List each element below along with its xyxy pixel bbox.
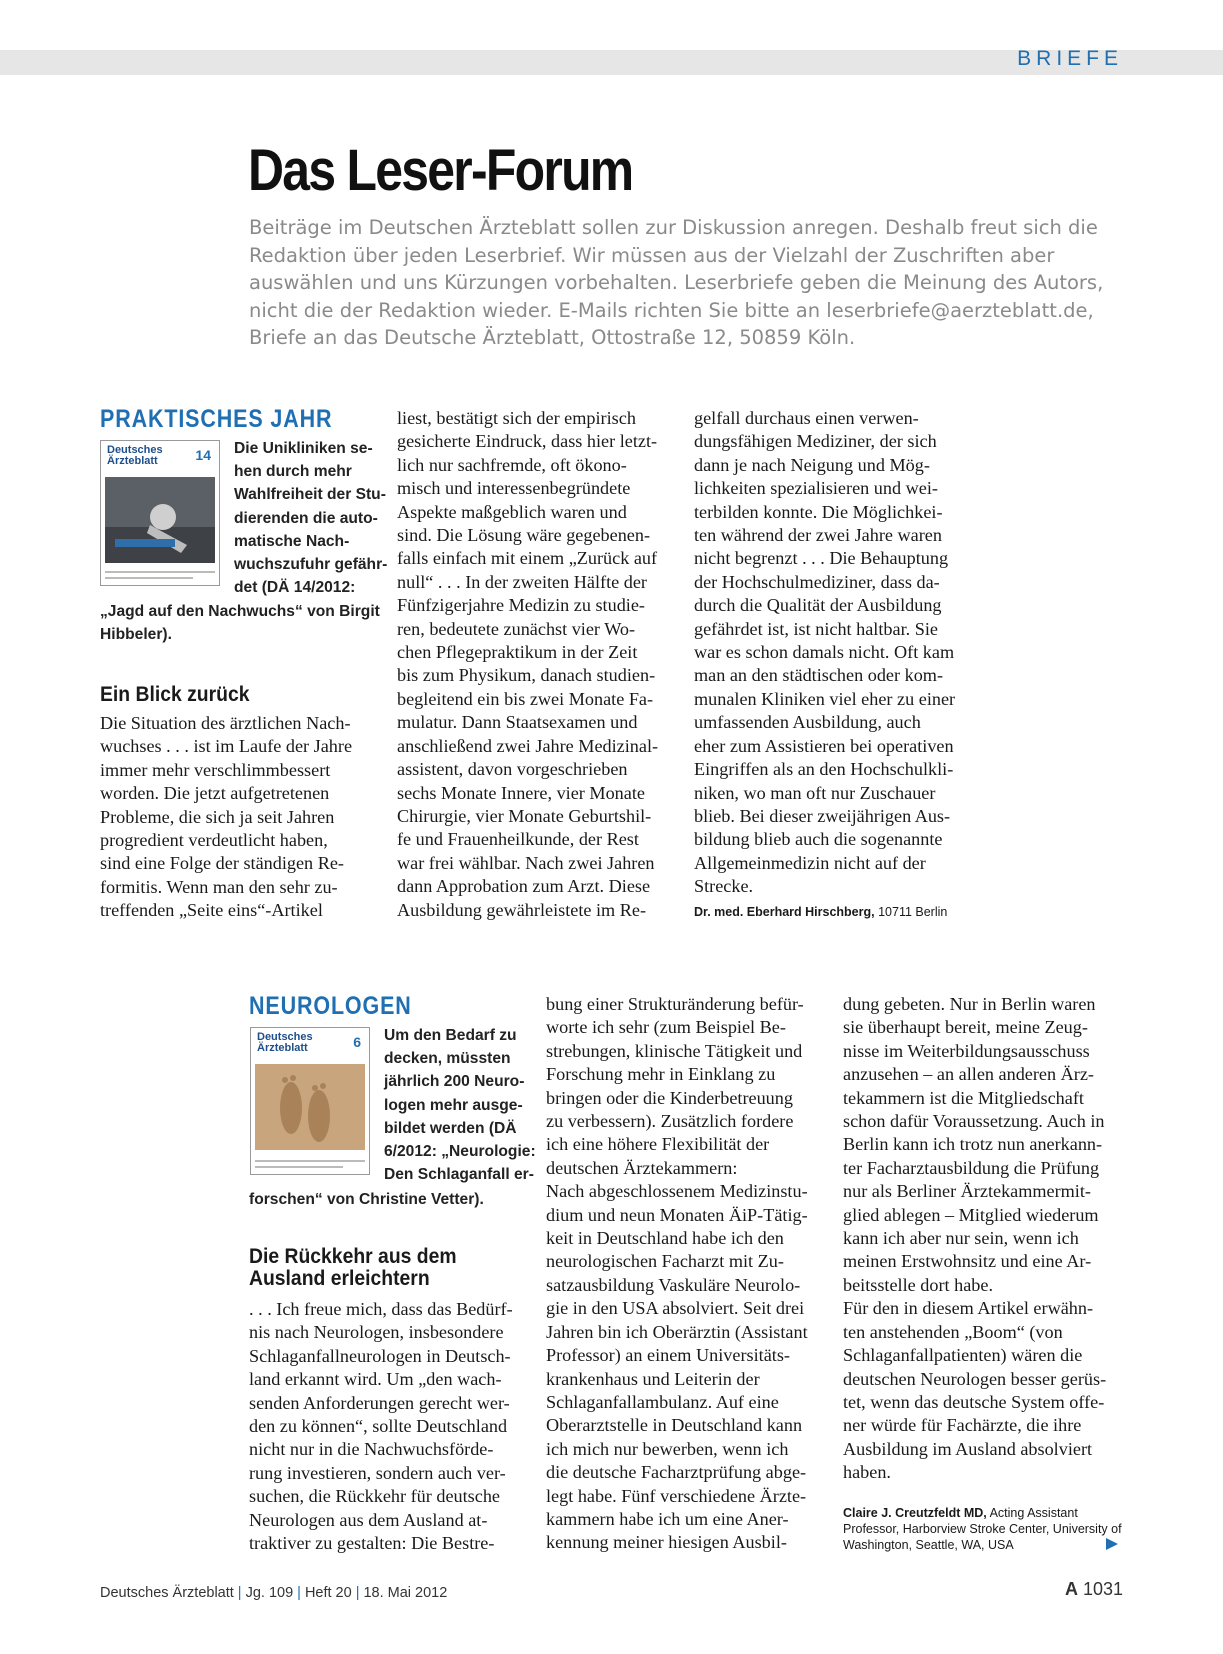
cover-title: Deutsches Ärzteblatt [257, 1031, 313, 1054]
author-location: 10711 Berlin [874, 905, 948, 919]
author-signature [694, 904, 994, 920]
letter-headline: Die Rückkehr aus dem Ausland erleichtern [249, 1244, 457, 1290]
magazine-cover [250, 1027, 370, 1175]
footer-journal: Deutsches Ärzteblatt [100, 1585, 234, 1601]
cover-image [255, 1064, 365, 1150]
cover-issue-number: 6 [353, 1034, 361, 1050]
body-column-3: gelfall durchaus einen verwen- dungsfähigen Mediziner, der sich dann je nach Neigung und Mög- lichkeiten spezialisieren und wei- terbilden konnte. Die Möglichkei- ten während der zwei Jahre waren nicht begrenzt . . . Die Behauptung der Hochschulmediziner, dass da- durch die Qualität der Ausbildung gefährdet ist, ist nicht haltbar. Sie war es schon damals nicht. Oft kam man an den städtischen oder kom- munalen Kliniken viel eher zu einer umfassenden Ausbildung, auch eher zum Assistieren bei operativen Eingriffen als an den Hochschulkli- niken, wo man oft nur Zuschauer blieb. Bei dieser zweijährigen Aus- bildung blieb auch die sogenannte Allgemeinmedizin nicht auf der Strecke. [694, 408, 956, 897]
category-heading: PRAKTISCHES JAHR [100, 405, 333, 433]
teaser-side: Die Unikliniken se- hen durch mehr Wahlfreiheit der Stu- dierenden die auto- matische Nach- wuchszufuhr gefähr- det (DÄ 14/2012: [234, 440, 388, 597]
section-label: BRIEFE [1017, 47, 1123, 70]
body-column-2: bung einer Strukturänderung befür- worte ich sehr (zum Beispiel Be- strebungen, klinische Tätigkeit und Forschung mehr in Einklang zu bringen oder die Kinderbetreuung zu verbessern). Zusätzlich fordere ich eine höhere Flexibilität der deutschen Ärztekammern: Nach abgeschlossenem Medizinstu- dium und neun Monaten ÄiP-Tätig- keit in Deutschland habe ich den neurologischen Facharzt mit Zu- satzausbildung Vaskuläre Neurolo- gie in den USA absolviert. Seit drei Jahren bin ich Oberärztin (Assistant Professor) an einem Universitäts- krankenhaus und Leiterin der Schlaganfallambulanz. Auf eine Oberarztstelle in Deutschland kann ich mich nur bewerben, wenn ich die deutsche Facharztprüfung abge- legt habe. Fünf verschiedene Ärzte- kammern habe ich um eine Aner- kennung meiner hiesigen Ausbil- [546, 994, 808, 1553]
author-location: Acting Assistant Professor, Harborview Stroke Center, University of Washington, Seattle, WA, USA [843, 1506, 1122, 1552]
body-column-1: . . . Ich freue mich, dass das Bedürf- nis nach Neurologen, insbesondere Schlaganfallneurologen in Deutsch- land erkannt wird. Um „den wach- senden Anforderungen gerecht wer- den zu können“, sollte Deutschland nicht nur in die Nachwuchsförde- rung investieren, sondern auch ver- suchen, die Rückkehr für deutsche Neurologen aus dem Ausland at- traktiver zu gestalten: Die Bestre- [249, 1299, 513, 1554]
page-title: Das Leser-Forum [248, 138, 633, 203]
intro-text: Beiträge im Deutschen Ärzteblatt sollen zur Diskussion anregen. Deshalb freut sich die Redaktion über jeden Leserbrief. Wir müssen aus der Vielzahl der Zuschriften aber auswählen und uns Kürzungen vorbehalten. Leserbriefe geben die Meinung des Autors, nicht die der Redaktion wieder. E-Mails richten Sie bitte an leserbriefe@aerzteblatt.de, Briefe an das Deutsche Ärzteblatt, Ottostraße 12, 50859 Köln. [249, 216, 1104, 349]
footer-issue: Heft 20 [304, 1585, 352, 1601]
author-signature [843, 1505, 1133, 1553]
continue-arrow-icon [1105, 1537, 1119, 1551]
page-prefix: A [1064, 1579, 1078, 1599]
footer-citation: Deutsches Ärzteblatt | Jg. 109 | Heft 20 | 18. Mai 2012 [100, 1585, 448, 1601]
body-column-1: Die Situation des ärztlichen Nach- wuchses . . . ist im Laufe der Jahre immer mehr verschlimmbessert worden. Die jetzt aufgetretenen Probleme, die sich ja seit Jahren progredient verdeutlicht haben, sind eine Folge der ständigen Re- formitis. Wenn man den sehr zu- treffenden „Seite eins“-Artikel [100, 713, 353, 921]
teaser-continued: „Jagd auf den Nachwuchs“ von Birgit Hibbeler). [100, 603, 380, 644]
footer-volume: Jg. 109 [245, 1585, 294, 1601]
cover-text-lines [105, 567, 215, 579]
magazine-cover [100, 440, 220, 586]
category-heading: NEUROLOGEN [249, 992, 412, 1020]
cover-title: Deutsches Ärzteblatt [107, 444, 163, 467]
footer-date: 18. Mai 2012 [363, 1585, 448, 1601]
cover-image [105, 477, 215, 563]
body-column-2: liest, bestätigt sich der empirisch gesicherte Eindruck, dass hier letzt- lich nur sachfremde, oft ökono- misch und interessenbegründete Aspekte maßgeblich waren und sind. Die Lösung wäre gegebenen- falls einfach mit einem „Zurück auf null“ . . . In der zweiten Hälfte der Fünfzigerjahre Medizin zu studie- ren, bedeutete zunächst vier Wo- chen Pflegepraktikum in der Zeit bis zum Physikum, danach studien- begleitend ein bis zwei Monate Fa- mulatur. Dann Staatsexamen und anschließend zwei Jahre Medizinal- assistent, davon vorgeschrieben sechs Monate Innere, vier Monate Chirurgie, vier Monate Geburtshil- fe und Frauenheilkunde, der Rest war frei wählbar. Nach zwei Jahren dann Approbation zum Arzt. Diese Ausbildung gewährleistete im Re- [397, 408, 659, 920]
page-number-value: 1031 [1082, 1579, 1123, 1599]
teaser-side: Um den Bedarf zu decken, müssten jährlich 200 Neuro- logen mehr ausge- bildet werden (DÄ 6/2012: „Neurologie: Den Schlaganfall er- [384, 1027, 536, 1184]
author-name: Dr. med. Eberhard Hirschberg, [694, 905, 875, 919]
cover-issue-number: 14 [195, 447, 211, 463]
author-name: Claire J. Creutzfeldt MD, [843, 1506, 987, 1520]
teaser-continued: forschen“ von Christine Vetter). [249, 1191, 484, 1208]
cover-text-lines [255, 1156, 365, 1168]
page-number [1065, 1579, 1123, 1600]
letter-headline: Ein Blick zurück [100, 682, 250, 706]
body-column-3: dung gebeten. Nur in Berlin waren sie überhaupt bereit, meine Zeug- nisse im Weiterbildungsausschuss anzusehen – an allen anderen Ärz- tekammern ist die Mitgliedschaft schon dafür Voraussetzung. Auch in Berlin kann ich trotz nun anerkann- ter Facharztausbildung die Prüfung nur als Berliner Ärztekammermit- glied ablegen – Mitglied wiederum kann ich aber nur sein, wenn ich meinen Erstwohnsitz und eine Ar- beitsstelle dort habe. Für den in diesem Artikel erwähn- ten anstehenden „Boom“ (von Schlaganfallpatienten) wären die deutschen Neurologen besser gerüs- tet, wenn das deutsche System offe- ner würde für Fachärzte, die ihre Ausbildung im Ausland absolviert haben. [843, 994, 1107, 1483]
